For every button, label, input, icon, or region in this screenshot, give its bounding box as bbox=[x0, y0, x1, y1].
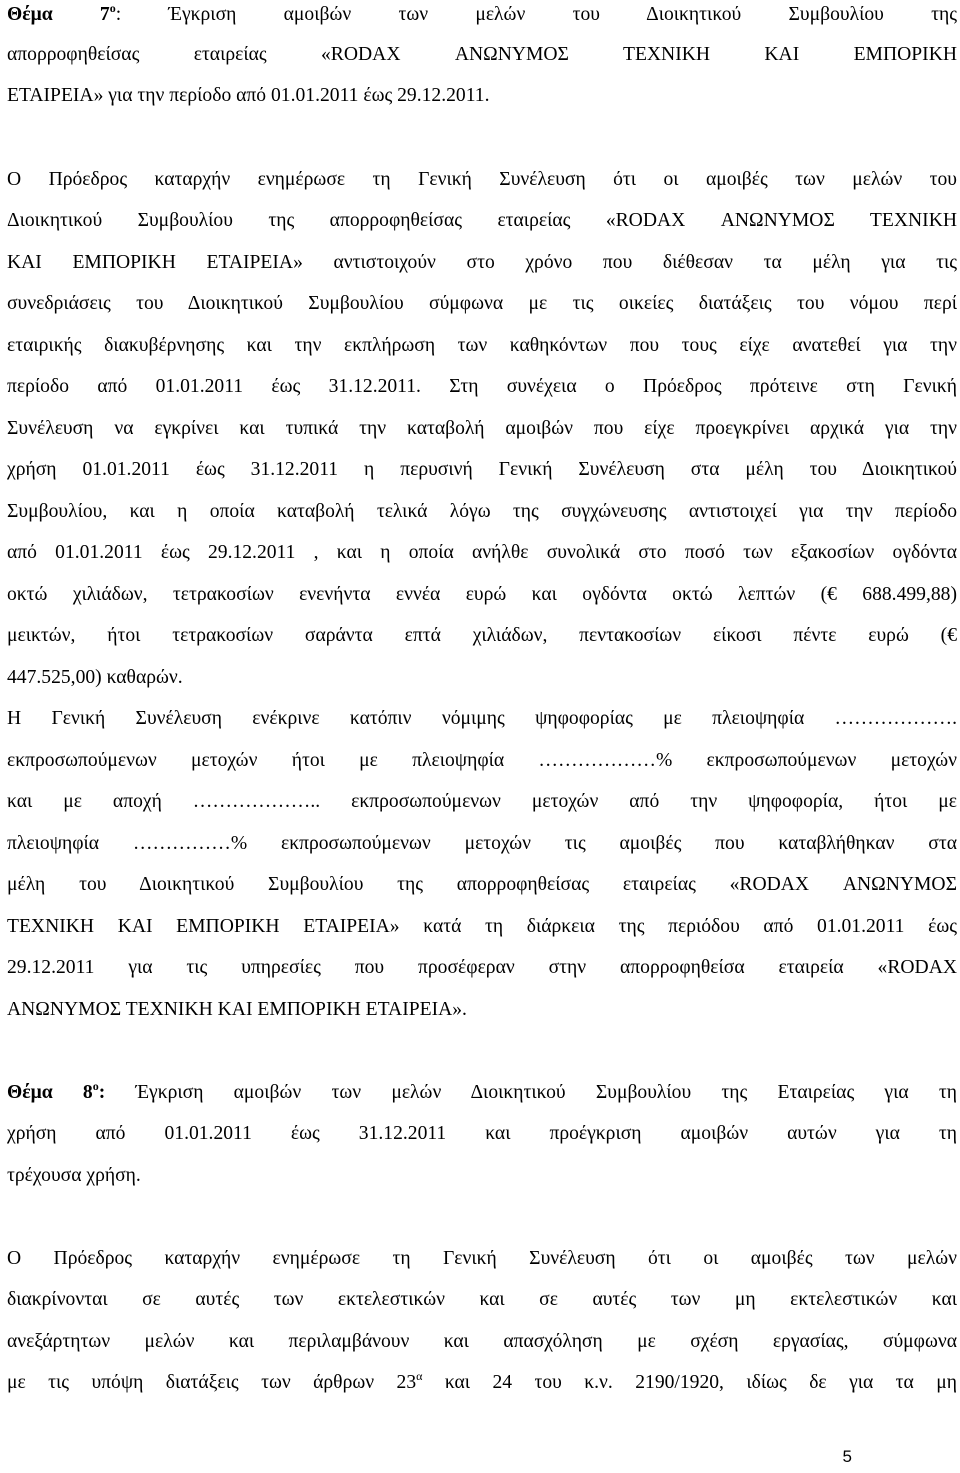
topic7-heading-line2: απορροφηθείσας εταιρείας «RODAX ΑΝΩΝΥΜΟΣ ΤΕΧΝΙΚΗ ΚΑΙ ΕΜΠΟΡΙΚΗ bbox=[7, 44, 957, 65]
paragraph1-line: Διοικητικού Συμβουλίου της απορροφηθείσας εταιρείας «RODAX ΑΝΩΝΥΜΟΣ ΤΕΧΝΙΚΗ bbox=[7, 210, 957, 231]
topic7-heading-line1: Θέμα $7^o$: Έγκριση αμοιβών των μελών του Διοικητικού Συμβουλίου της bbox=[7, 1, 957, 25]
topic8-heading-label: Θέμα $8^o$: bbox=[7, 1079, 106, 1103]
paragraph3-line: διακρίνονται σε αυτές των εκτελεστικών και σε αυτές των μη εκτελεστικών και bbox=[7, 1289, 957, 1310]
paragraph3-last-line: με τις υπόψη διατάξεις των άρθρων $23^\alpha$ και 24 του κ.ν. 2190/1920, ιδίως δε για τα μη bbox=[7, 1369, 957, 1393]
topic8-heading-line1: Θέμα $8^o$: Έγκριση αμοιβών των μελών Διοικητικού Συμβουλίου της Εταιρείας για τη bbox=[7, 1079, 957, 1103]
paragraph1-line: 447.525,00) καθαρών. bbox=[7, 667, 183, 688]
paragraph2-line: μέλη του Διοικητικού Συμβουλίου της απορροφηθείσας εταιρείας «RODAX ΑΝΩΝΥΜΟΣ bbox=[7, 874, 957, 895]
paragraph1-line: συνεδριάσεις του Διοικητικού Συμβουλίου σύμφωνα με τις οικείες διατάξεις του νόμου περί bbox=[7, 293, 957, 314]
page-number: 5 bbox=[842, 1447, 852, 1466]
paragraph1-line: Συμβουλίου, και η οποία καταβολή τελικά λόγω της συγχώνευσης αντιστοιχεί για την περίοδο bbox=[7, 501, 957, 522]
paragraph1-line: εταιρικής διακυβέρνησης και την εκπλήρωση των καθηκόντων που τους είχε ανατεθεί για την bbox=[7, 335, 957, 356]
paragraph3-line: Ο Πρόεδρος καταρχήν ενημέρωσε τη Γενική Συνέλευση ότι οι αμοιβές των μελών bbox=[7, 1248, 957, 1269]
paragraph1-line: οκτώ χιλιάδων, τετρακοσίων ενενήντα εννέα ευρώ και ογδόντα οκτώ λεπτών (€ 688.499,88) bbox=[7, 584, 957, 605]
paragraph2-line: Η Γενική Συνέλευση ενέκρινε κατόπιν νόμιμης ψηφοφορίας με πλειοψηφία ………………. bbox=[7, 708, 957, 729]
paragraph2-line: εκπροσωπούμενων μετοχών ήτοι με πλειοψηφία ………………% εκπροσωπούμενων μετοχών bbox=[7, 750, 957, 771]
paragraph2-line: ΤΕΧΝΙΚΗ ΚΑΙ ΕΜΠΟΡΙΚΗ ΕΤΑΙΡΕΙΑ» κατά τη διάρκεια της περιόδου από 01.01.2011 έως bbox=[7, 916, 957, 937]
paragraph3-line: ανεξάρτητων μελών και περιλαμβάνουν και απασχόληση με σχέση εργασίας, σύμφωνα bbox=[7, 1331, 957, 1352]
topic8-heading-line3: τρέχουσα χρήση. bbox=[7, 1165, 141, 1186]
paragraph1-line: Ο Πρόεδρος καταρχήν ενημέρωσε τη Γενική Συνέλευση ότι οι αμοιβές των μελών του bbox=[7, 169, 957, 190]
paragraph1-line: περίοδο από 01.01.2011 έως 31.12.2011. Στη συνέχεια ο Πρόεδρος πρότεινε στη Γενική bbox=[7, 376, 957, 397]
paragraph1-line: χρήση 01.01.2011 έως 31.12.2011 η περυσινή Γενική Συνέλευση στα μέλη του Διοικητικού bbox=[7, 459, 957, 480]
topic7-heading-label: Θέμα $7^o$ bbox=[7, 1, 116, 25]
paragraph1-line: μεικτών, ήτοι τετρακοσίων σαράντα επτά χιλιάδων, πεντακοσίων είκοσι πέντε ευρώ (€ bbox=[7, 625, 957, 646]
paragraph2-line: ΑΝΩΝΥΜΟΣ ΤΕΧΝΙΚΗ ΚΑΙ ΕΜΠΟΡΙΚΗ ΕΤΑΙΡΕΙΑ». bbox=[7, 999, 467, 1020]
topic7-heading-line3: ΕΤΑΙΡΕΙΑ» για την περίοδο από 01.01.2011 έως 29.12.2011. bbox=[7, 85, 490, 106]
paragraph2-line: πλειοψηφία ……………% εκπροσωπούμενων μετοχών τις αμοιβές που καταβλήθηκαν στα bbox=[7, 833, 957, 854]
paragraph1-line: από 01.01.2011 έως 29.12.2011 , και η οποία ανήλθε συνολικά στο ποσό των εξακοσίων ογδόντα bbox=[7, 542, 957, 563]
paragraph2-line: 29.12.2011 για τις υπηρεσίες που προσέφεραν στην απορροφηθείσα εταιρεία «RODAX bbox=[7, 957, 957, 978]
paragraph1-line: Συνέλευση να εγκρίνει και τυπικά την καταβολή αμοιβών που είχε προεγκρίνει αρχικά για την bbox=[7, 418, 957, 439]
paragraph1-line: ΚΑΙ ΕΜΠΟΡΙΚΗ ΕΤΑΙΡΕΙΑ» αντιστοιχούν στο χρόνο που διέθεσαν τα μέλη για τις bbox=[7, 252, 957, 273]
paragraph2-line: και με αποχή ……………….. εκπροσωπούμενων μετοχών από την ψηφοφορία, ήτοι με bbox=[7, 791, 957, 812]
topic8-heading-line2: χρήση από 01.01.2011 έως 31.12.2011 και προέγκριση αμοιβών αυτών για τη bbox=[7, 1123, 957, 1144]
